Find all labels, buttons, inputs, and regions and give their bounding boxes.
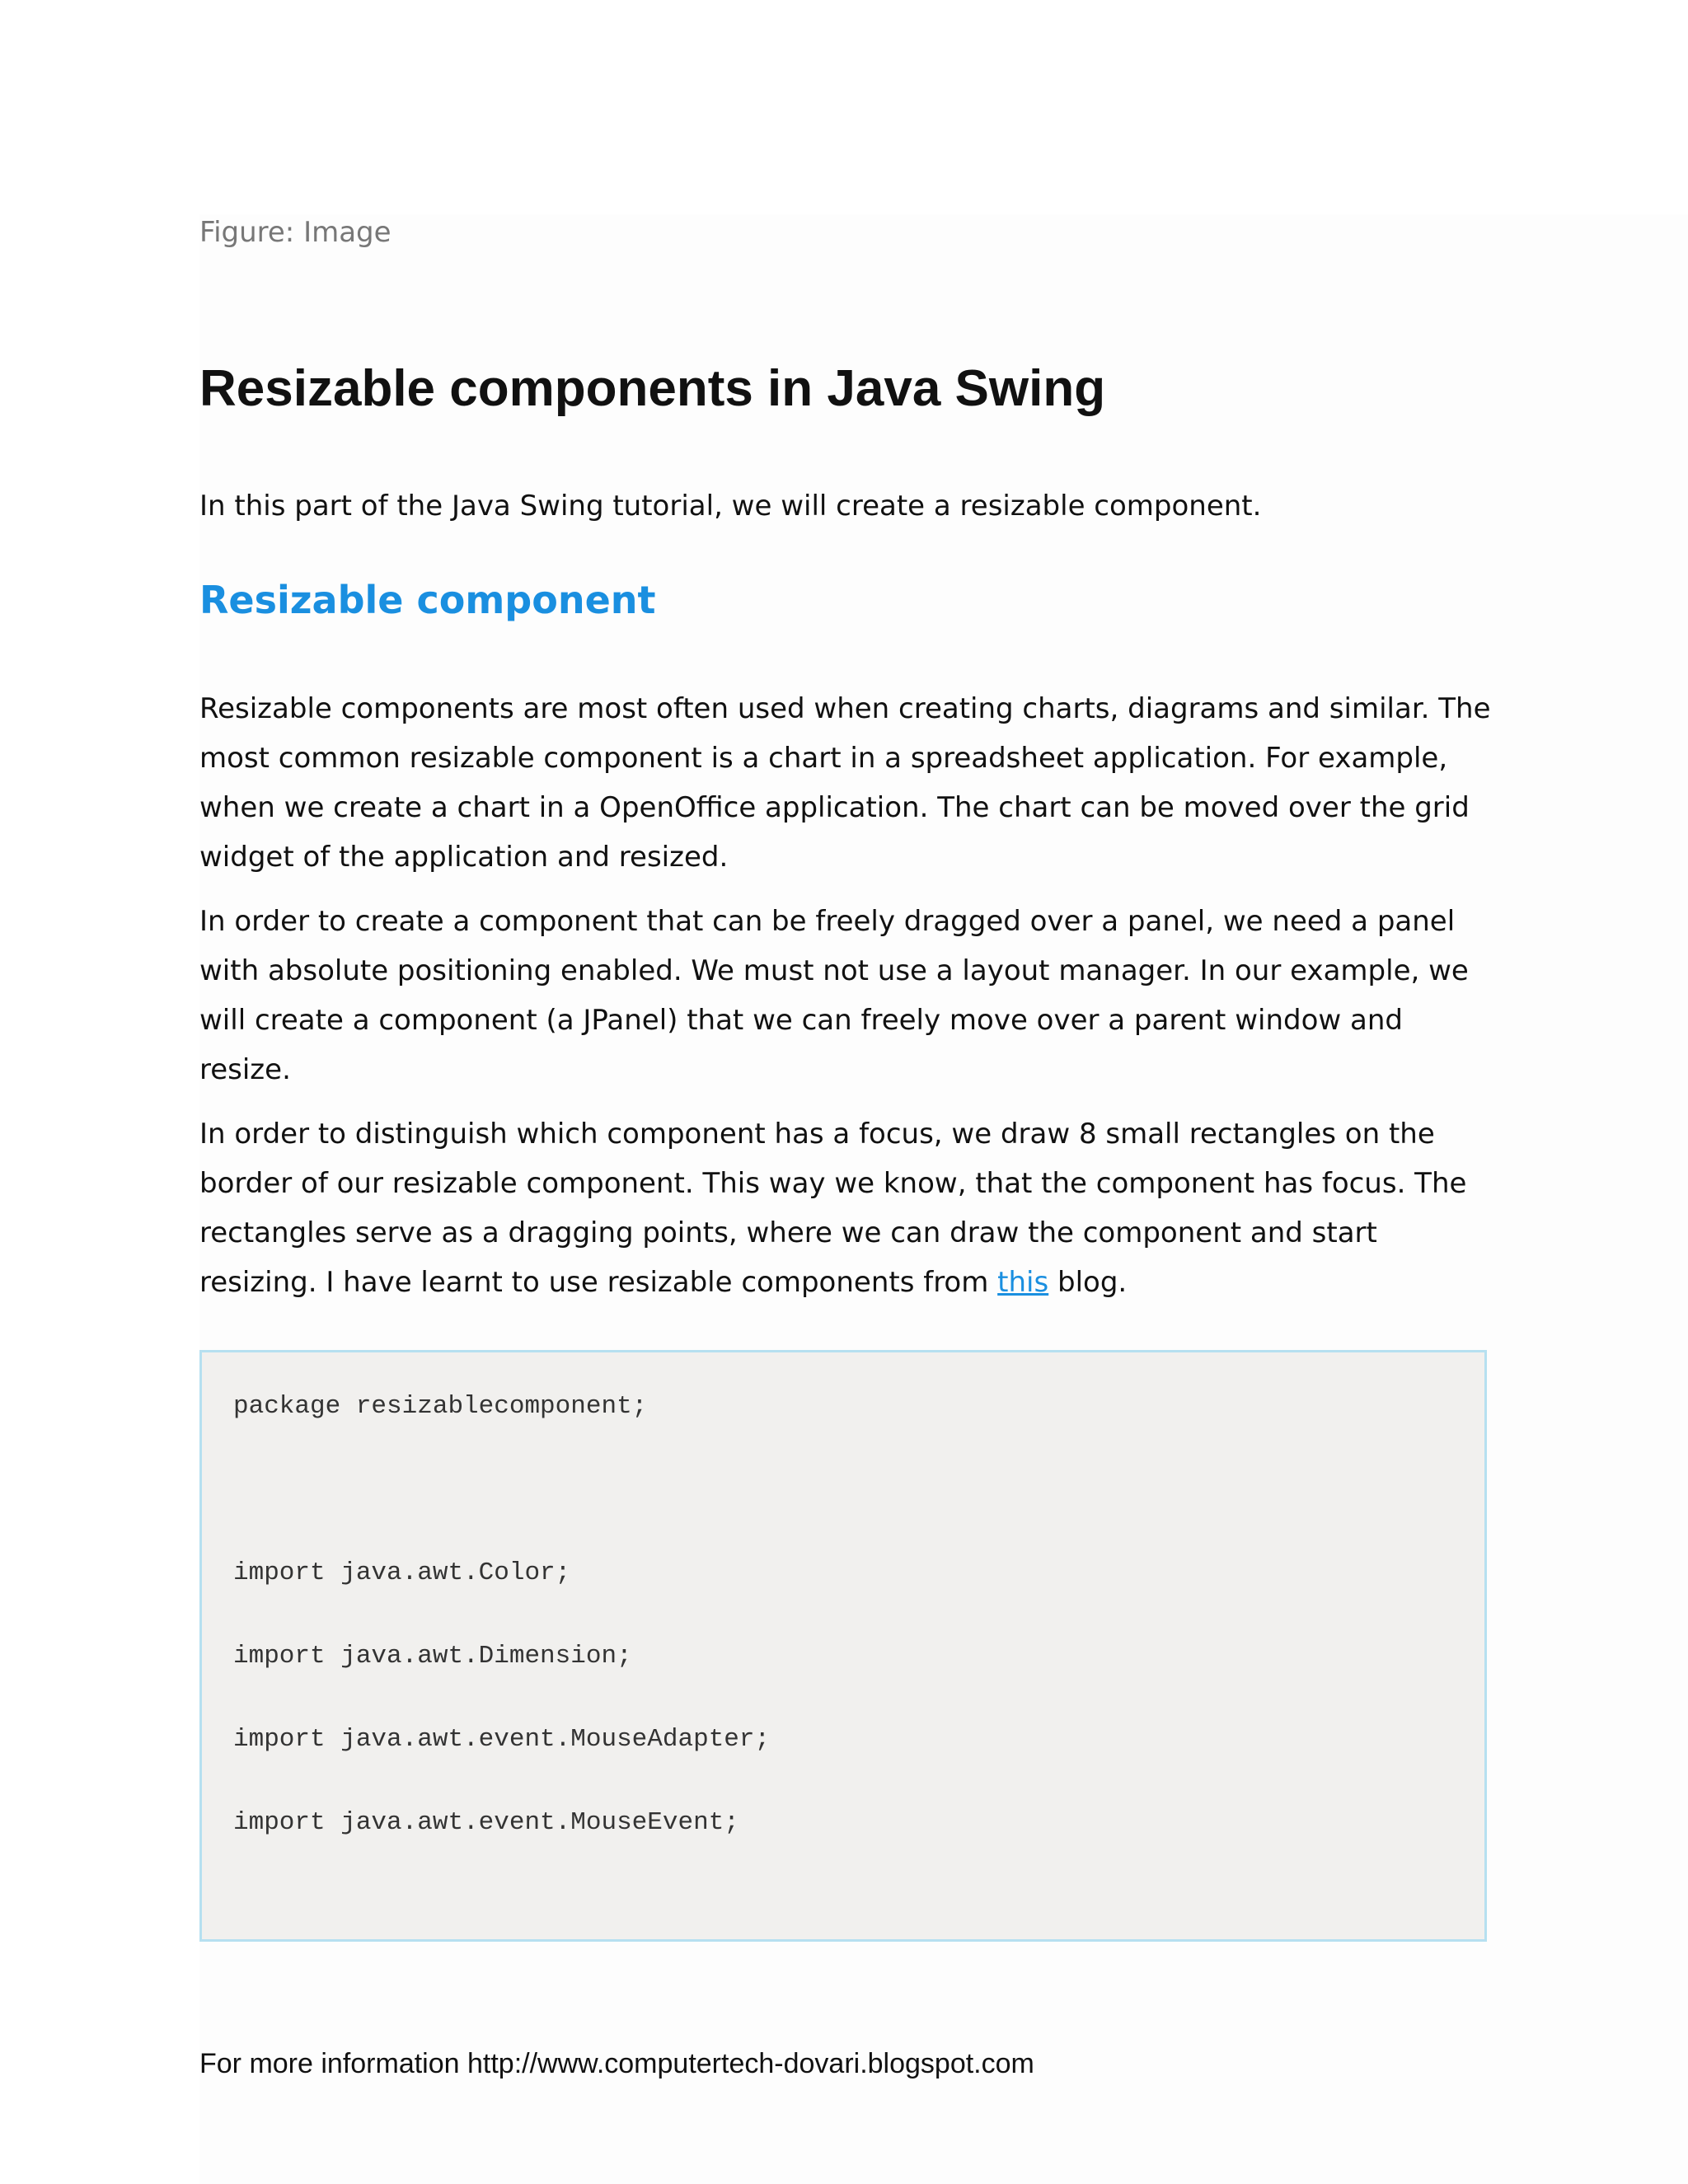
code-line: import java.awt.event.MouseAdapter; [233,1725,771,1754]
body-paragraph: In order to create a component that can be freely dragged over a panel, we need a panel with absolute positioning enabled. We must not use a layout manager. In our example, we will create a component (a JPanel) that we can freely move over a parent window and resize. [199,905,1469,1086]
blog-link[interactable]: this [997,1266,1049,1299]
paragraph-text: blog. [1048,1266,1128,1299]
article-body [199,684,1502,1322]
code-line: import java.awt.event.MouseEvent; [233,1808,739,1837]
footer-note: For more information http://www.computertech-dovari.blogspot.com [199,2048,1034,2079]
figure-caption: Figure: Image [199,216,392,249]
intro-paragraph: In this part of the Java Swing tutorial, we will create a resizable component. [199,490,1262,523]
code-line: package resizablecomponent; [233,1392,648,1421]
code-block [199,1350,1487,1942]
page-title: Resizable components in Java Swing [199,360,1106,417]
body-paragraph: Resizable components are most often used when creating charts, diagrams and similar. The most common resizable component is a chart in a spreadsheet application. For example, when we create a chart in a OpenOffice application. The chart can be moved over the grid widget of the application and resized. [199,692,1491,874]
body-paragraph [199,1109,1502,1307]
code-line: import java.awt.Dimension; [233,1642,632,1671]
code-line: import java.awt.Color; [233,1558,571,1587]
section-heading: Resizable component [199,578,656,622]
paragraph-text: In order to distinguish which component has a focus, we draw 8 small rectangles on the border of our resizable component. This way we know, that the component has focus. The rectangles serve as a dragging points, where we can draw the component and start resizing. I have learnt to use resizable components from [199,1118,1467,1299]
